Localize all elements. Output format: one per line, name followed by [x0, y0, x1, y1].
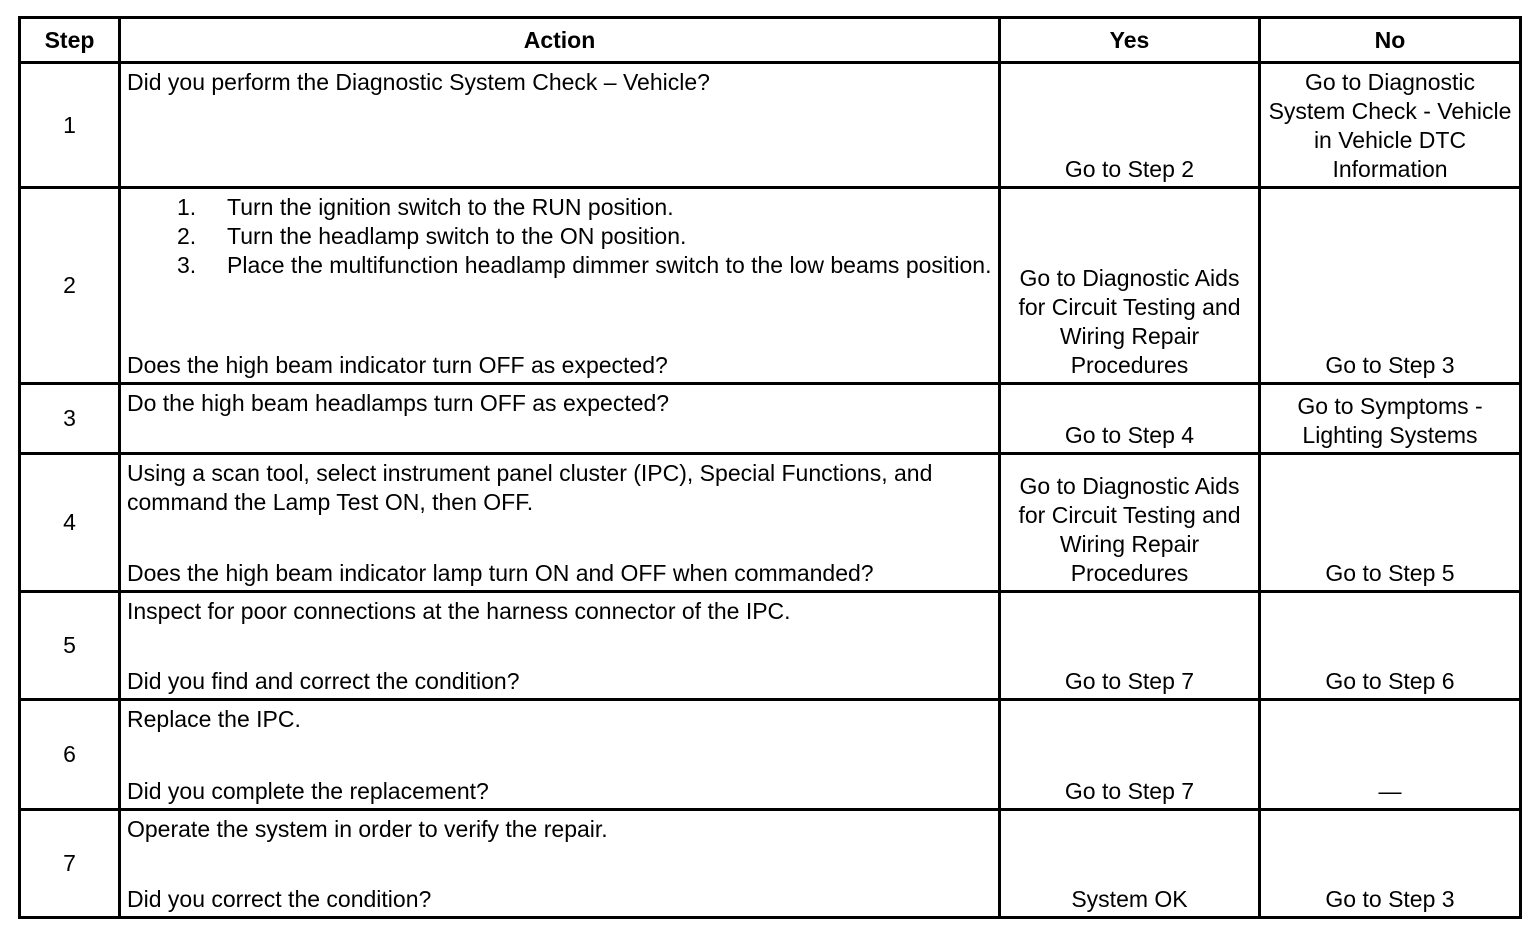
action-steps-list: [127, 193, 992, 280]
action-instruction: Using a scan tool, select instrument panel cluster (IPC), Special Functions, and command the Lamp Test ON, then OFF.: [127, 460, 933, 515]
list-item: [177, 193, 992, 222]
action-question: Did you correct the condition?: [127, 886, 432, 912]
step-number: 5: [20, 592, 120, 700]
action-cell: [120, 454, 1000, 592]
yes-result: Go to Diagnostic Aids for Circuit Testing and Wiring Repair Procedures: [1000, 188, 1260, 384]
action-cell: [120, 384, 1000, 454]
no-result: Go to Step 3: [1260, 188, 1521, 384]
no-result: Go to Symptoms - Lighting Systems: [1260, 384, 1521, 454]
action-cell: [120, 592, 1000, 700]
header-action: Action: [120, 18, 1000, 63]
yes-result: Go to Diagnostic Aids for Circuit Testing and Wiring Repair Procedures: [1000, 454, 1260, 592]
no-result: Go to Step 3: [1260, 810, 1521, 918]
yes-result: Go to Step 4: [1000, 384, 1260, 454]
action-cell: [120, 810, 1000, 918]
action-instruction: Operate the system in order to verify the repair.: [127, 816, 608, 842]
action-question: Does the high beam indicator turn OFF as expected?: [127, 352, 668, 378]
diagnostic-table: [18, 16, 1522, 919]
yes-result: System OK: [1000, 810, 1260, 918]
list-item: [177, 251, 992, 280]
table-row: [20, 454, 1521, 592]
action-question: Did you complete the replacement?: [127, 778, 489, 804]
list-item: [177, 222, 992, 251]
yes-result: Go to Step 7: [1000, 700, 1260, 810]
header-yes: Yes: [1000, 18, 1260, 63]
no-result: Go to Diagnostic System Check - Vehicle in Vehicle DTC Information: [1260, 63, 1521, 188]
action-cell: [120, 188, 1000, 384]
step-number: 7: [20, 810, 120, 918]
table-row: [20, 700, 1521, 810]
list-item-text: Place the multifunction headlamp dimmer switch to the low beams position.: [227, 252, 992, 278]
header-row: [20, 18, 1521, 63]
action-instruction: Do the high beam headlamps turn OFF as expected?: [127, 390, 670, 416]
action-cell: [120, 63, 1000, 188]
list-item-number: 3.: [177, 252, 197, 278]
list-item-number: 2.: [177, 223, 197, 249]
yes-result: Go to Step 2: [1000, 63, 1260, 188]
step-number: 1: [20, 63, 120, 188]
action-question: Does the high beam indicator lamp turn ON and OFF when commanded?: [127, 560, 874, 586]
list-item-text: Turn the headlamp switch to the ON position.: [227, 223, 687, 249]
list-item-text: Turn the ignition switch to the RUN position.: [227, 194, 674, 220]
action-instruction: Inspect for poor connections at the harness connector of the IPC.: [127, 598, 791, 624]
no-result: Go to Step 6: [1260, 592, 1521, 700]
action-cell: [120, 700, 1000, 810]
table-row: [20, 188, 1521, 384]
header-step: Step: [20, 18, 120, 63]
action-question: Did you find and correct the condition?: [127, 668, 520, 694]
table-row: [20, 592, 1521, 700]
action-instruction: Replace the IPC.: [127, 706, 301, 732]
step-number: 6: [20, 700, 120, 810]
table-row: [20, 384, 1521, 454]
step-number: 2: [20, 188, 120, 384]
table-row: [20, 63, 1521, 188]
step-number: 4: [20, 454, 120, 592]
yes-result: Go to Step 7: [1000, 592, 1260, 700]
list-item-number: 1.: [177, 194, 197, 220]
no-result: Go to Step 5: [1260, 454, 1521, 592]
no-result: —: [1260, 700, 1521, 810]
action-instruction: Did you perform the Diagnostic System Check – Vehicle?: [127, 69, 710, 95]
step-number: 3: [20, 384, 120, 454]
table-row: [20, 810, 1521, 918]
header-no: No: [1260, 18, 1521, 63]
